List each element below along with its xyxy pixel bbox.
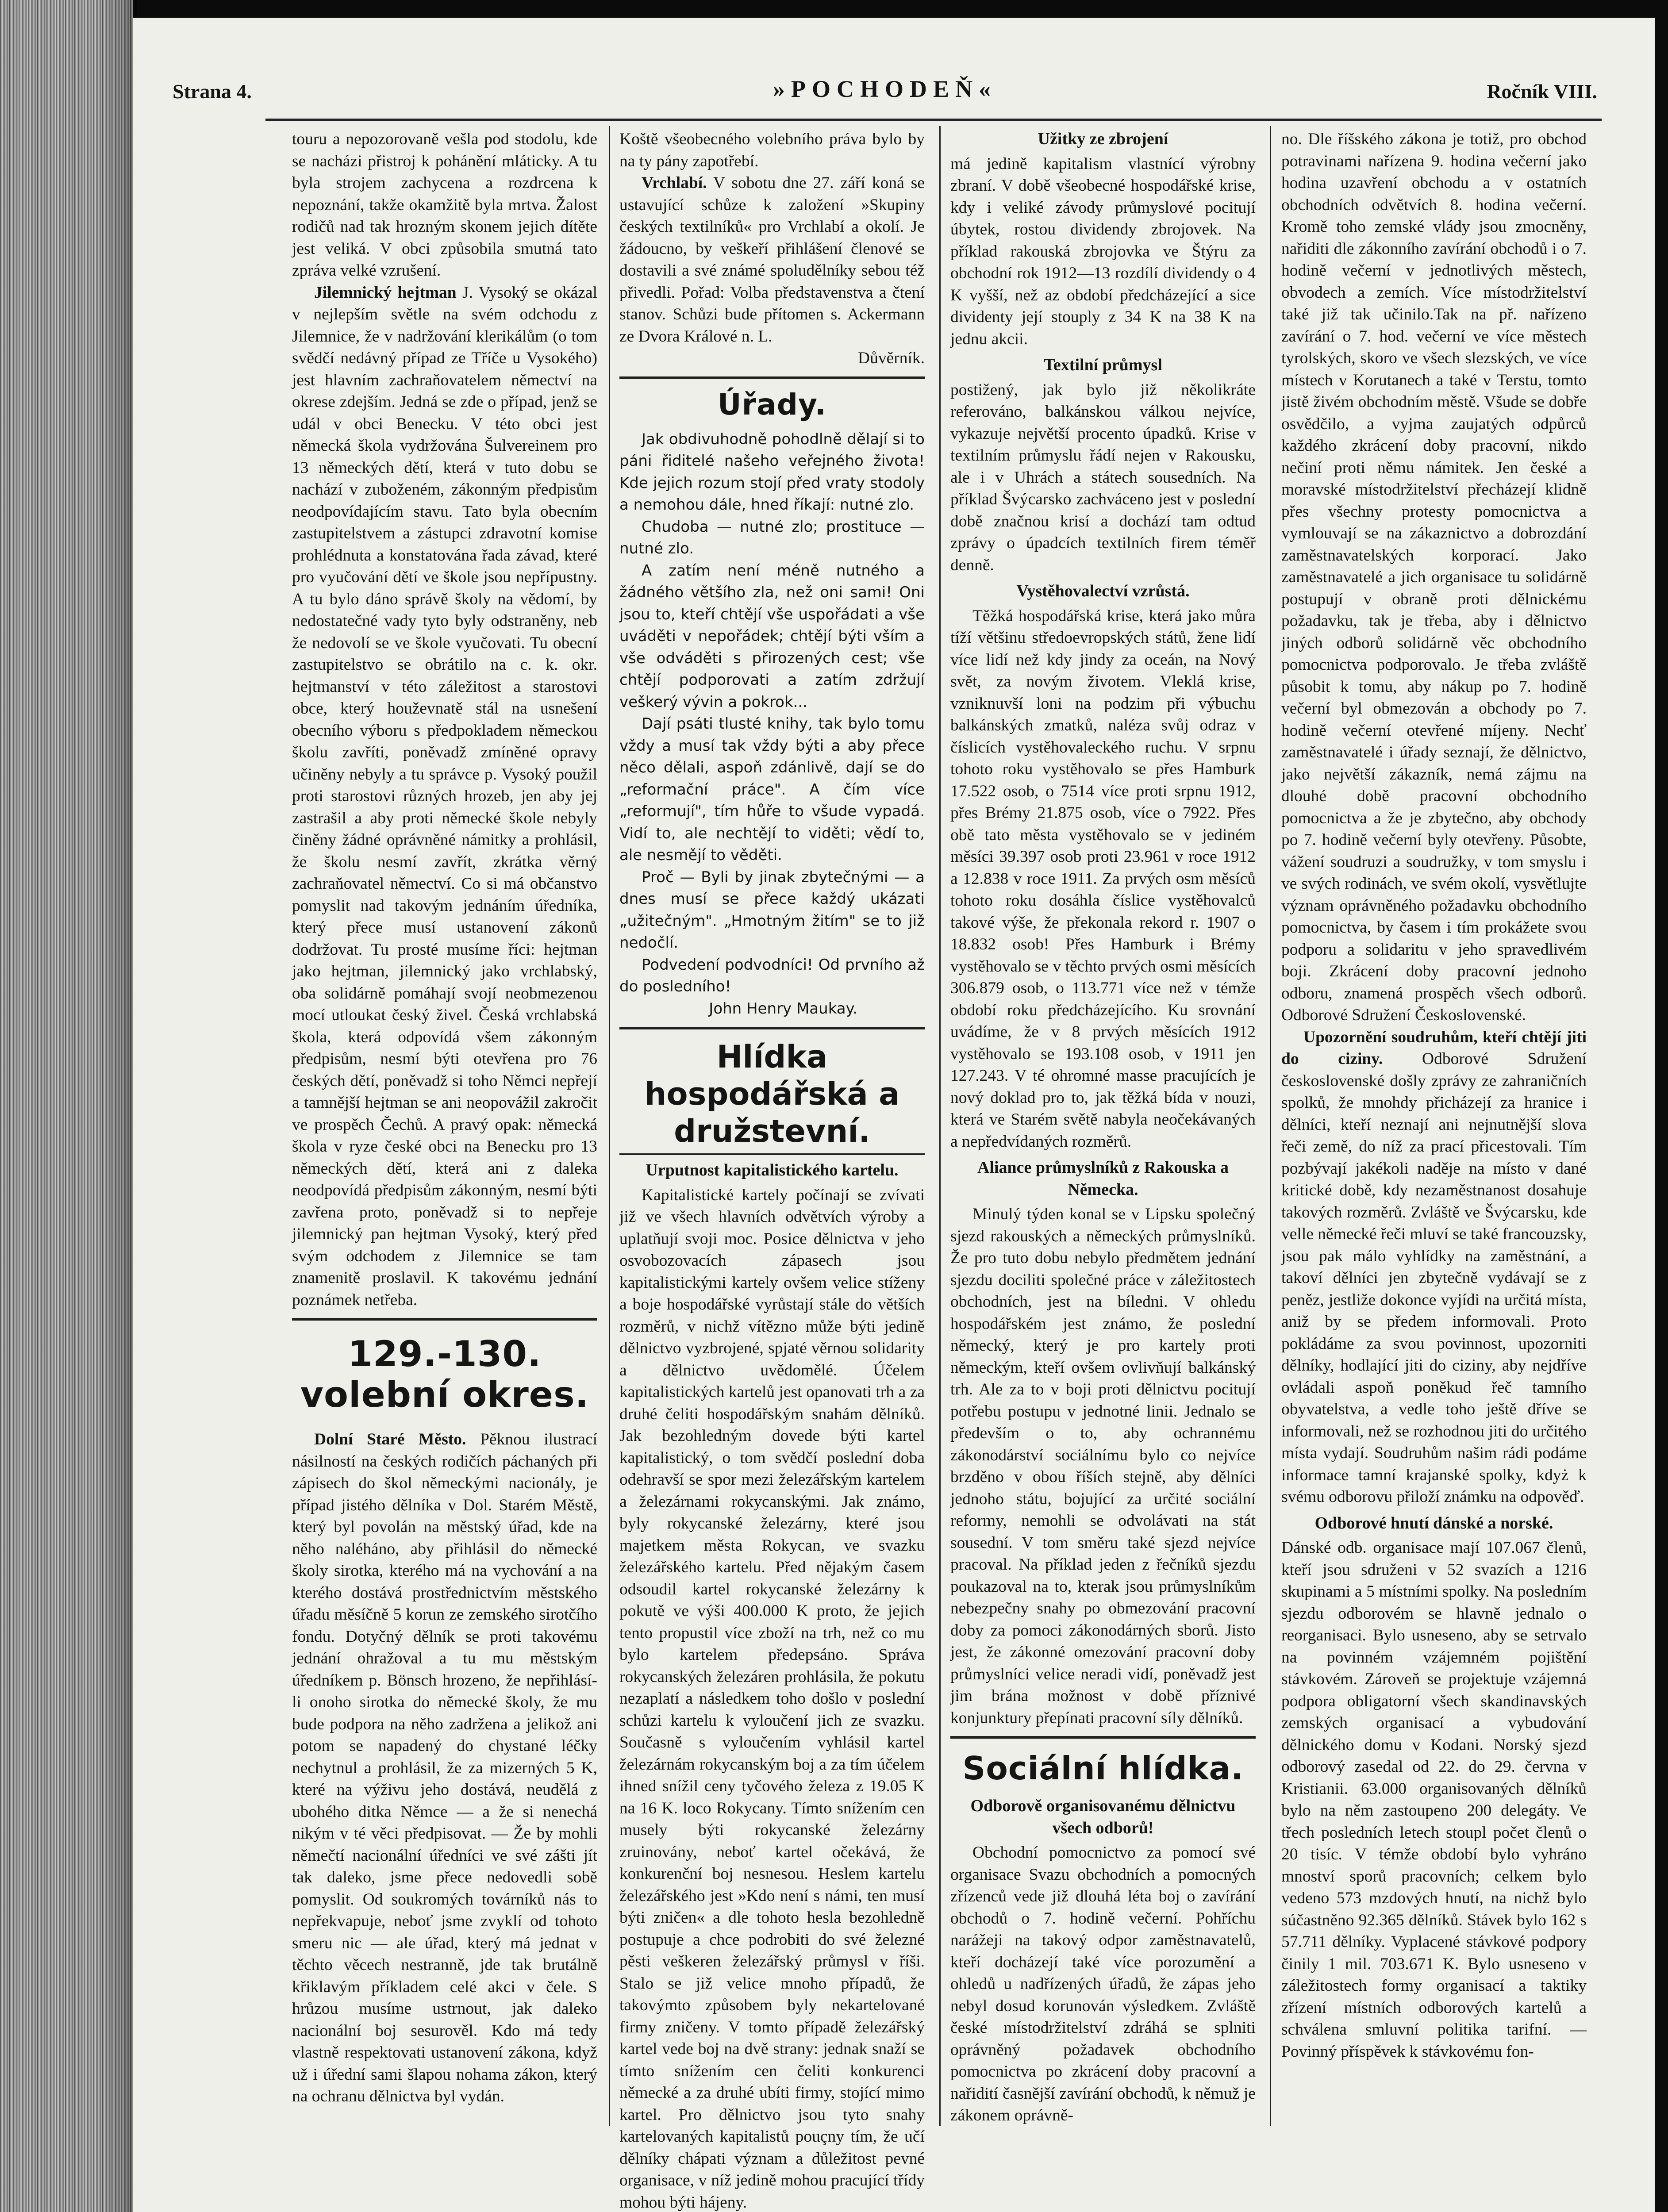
article-text: no. Dle říšského zákona je totiž, pro obchod potravinami nařízena 9. hodina večerní jako hodina uzavření obchodu a v ostatních obchodních odvětvích 8. hodina večerní. Kromě toho zemské vlády jsou zmocněny, nařiditi dle zákonního zavírání obchodů i o 7. hodině večerní v jednotlivých městech, obvodech a zemích. Více místodržitelství také již tak učinilo.Tak na př. nařízeno zavírání o 7. hod. večerní ve více městech tyrolských, skoro ve všech slezských, ve více místech v Korutanech a také v Terstu, tomto jistě živém obchodním městě. Všude se dobře osvědčilo, a vyjma zaujatých odpůrců každého zkrácení doby pracovní, nikdo nečiní proti němu námitek. Jen české a moravské místodržitelství přecházejí klidně přes všechny protesty pomocnictva a vymlouvají se na zákaznictvo a dobrozdání zaměstnavatelských korporací. Jako zaměstnavatelé a jich organisace tu solidárně postupují v obraně proti dělnickému požadavku, tak je třeba, aby i dělnictvo jiných odborů solidárně věc obchodního pomocnictva podporovalo. Je třeba zvláště působit k tomu, aby nákup po 7. hodině večerní byl obmezován a obchody po 7. hodině večerní otevřené míjeny. Nechť zaměstnavatelé i úřady seznají, že dělnictvo, jako největší zákazník, nemá zájmu na dlouhé době pracovní obchodního pomocnictva a že je zbytečno, aby obchody po 7. hodině večerní byly otevřeny. Působte, vážení soudruzi a soudružky, v tom smyslu i ve svých rodinách, ve svém okolí, vysvětlujte význam oprávněného požadavku obchodního pomocnictva, by časem i tím prokážete svou podporu a solidaritu v jeho spravedlivém boji. Zkrácení doby pracovní jednoho odboru, znamená prospěch všech odborů. Odborové Sdružení Československé. [1281,130,1587,1024]
article-text: A zatím není méně nutného a žádného většího zla, než oni sami! Oni jsou to, kteří chtějí vše uspořádati a vše uváděti v nepořádek; chtějí býti vším a vše odváděti s přirozených cest; vše chtějí podporovati a zatím zdržují veškerý vývin a pokrok... [619,561,925,711]
page-number: Strana 4. [173,80,252,103]
subheading: Odborové hnutí dánské a norské. [1314,1513,1553,1532]
article-text: Vrchlabí. V sobotu dne 27. září koná se ustavující schůze k založení »Skupiny českých textilníků« pro Vrchlabí a okolí. Je žádoucno, by veškeří přihlášení členové se dostavili a své známé spoludělníky sebou též přivedli. Pořad: Volba představenstva a čtení stanov. Schůzi bude přítomen s. Ackermann ze Dvora Králové n. L. [619,174,925,346]
subheading: Vystěhovalectví vzrůstá. [1016,582,1190,600]
article-text: Obchodní pomocnictvo za pomocí své organisace Svazu obchodních a pomocných zřízenců vede již dlouhá léta boj o zavírání obchodů o 7. hodině večerní. Pohříchu narážeji na takový odpor zaměstnavatelů, kteří docházejí také více porozumění a ohledů u nadřízených úřadů, že zápas jeho nebyl dosud korunován výsledkem. Zvláště české místodržitelství zdráhá se splniti oprávněný požadavek obchodního pomocnictva po zkrácení doby pracovní a nařidití časnější zavírání obchodů, k němuž je zákonem oprávně- [950,1843,1256,2124]
article-text: Jak obdivuhodně pohodlně dělají si to páni řiditelé našeho veřejného života! Kde jejich rozum stojí před vraty stodoly a nemohou dále, hned říkají: nutné zlo. [619,430,925,514]
section-heading: Hlídka hospodářská a družstevní. [644,1039,900,1149]
article-lead: Vrchlabí. [642,174,707,192]
column-divider-2 [939,126,941,2126]
column-divider-3 [1270,126,1271,2126]
volume-label: Ročník VIII. [1487,80,1597,103]
column-3 [950,128,1256,2128]
section-heading: Úřady. [718,387,826,422]
column-4 [1281,128,1587,2128]
article-text: postižený, jak bylo již několikráte referováno, balkánskou válkou nejvíce, vykazuje největší procento úpadků. Krise v textilním průmyslu řádí nejen v Rakousku, ale i v Uhrách a státech sousedních. Na příklad Švýcarsko zachváceno jest v poslední době značnou krisí a dochází tam odtud zprávy o úpadcích textilních firem téměř denně. [950,380,1256,574]
section-heading: 129.-130. volební okres. [300,1333,589,1415]
page-header [173,75,1597,115]
article-text: Těžká hospodářská krise, která jako můra tíží většinu středoevropských států, žene lidí více lidí než kdy jindy za oceán, na Nový svět, za novým životem. Vleklá krise, vzniknuvší loni na podzim při výbuchu balkánských zmatků, naléza svůj odraz v číslicích vystěhovaleckého ruchu. V srpnu tohoto roku vystěhovalo se přes Hamburk 17.522 osob, o 7514 více proti srpnu 1912, přes Brémy 21.875 osob, více o 7922. Přes obě tato města vystěhovalo se v jediném měsíci 39.397 osob proti 23.961 v roce 1912 a 12.838 v roce 1911. Za prvých osm měsíců tohoto roku dosáhla číslice vystěhovalců takové výše, že překonala rekord r. 1907 o 18.832 osob! Přes Hamburk i Brémy vystěhovalo se v těchto prvých osmi měsících 306.879 osob, o 113.771 více než v témže období roku předcházejícího. Ku srovnání uvádíme, že v 8 prvých měsících 1912 vystěhovalo se 193.108 osob, v 1911 jen 127.243. V té ohromné masse pracujících je nový doklad pro to, jak těžká bída v nouzi, která ve Starém světě nabyla neočekávaných a nepředvídaných rozměrů. [950,607,1256,1151]
article-text: Kapitalistické kartely počínají se zvívati již ve všech hlavních odvětvích výroby a uplatňují svoji moc. Posice dělnictva v jeho osvobozovacích zápasech jsou kapitalistickými kartely ovšem velice stíženy a boje hospodářské vyrůstají stále do větších rozměrů, v nichž vítězno může býti jedině dělnictvo vyzbrojené, spjaté věrnou solidarity a dělnictvo uvědomělé. Účelem kapitalistických kartelů jest opanovati trh a za druhé čeliti hospodářským snahám dělníků. Jak bezohledným dovede býti kartel kapitalistický, o tom svědčí poslední doba odehravší se spor mezi železářským kartelem a železárnami rokycanskými. Jak známo, byly rokycanské železárny, které jsou majetkem města Rokycan, ve svazku železářského kartelu. Před nějakým časem odsoudil kartel rokycanské železárny k pokutě ve výši 400.000 K proto, že jejich tento propustil více zboží na trh, než co mu bylo kartelem předepsáno. Správa rokycanských železáren prohlásila, že pokutu nezaplatí a následkem toho došlo v poslední schůzi kartelu k vyloučení jich ze svazku. Současně s vyloučením vyhlásil kartel železárnám rokycanským boj a za tím účelem ihned snížil ceny tyčového železa z 19.05 K na 16 K. loco Rokycany. Tímto snížením cen musely býti rokycanské železárny zruinovány, neboť kartel očekává, že konkurenční boj nesnesou. Heslem kartelu železářského jest »Kdo není s námi, ten musí býti zničen« a dle tohoto hesla bezohledně postupuje a chce podrobiti do své železné pěsti veškeren železářský průmysl v říši. Stalo se již velice mnoho případů, že takovýmto způsobem byly nekartelované firmy zničeny. V tomto případě železářský kartel vede boj na dvě strany: jednak snaží se tímto snížením cen čeliti konkurenci německé a za druhé ubíti firmy, stojící mimo kartel. Pro dělnictvo jsou tyto snahy kartelovaných kapitalistů pouçny tím, že učí dělníky chápati význam a důležitost pevné organisace, v níž jedině mohou pracující třídy mohou býti hájeny. [619,1186,925,2212]
separator [950,1736,1256,1739]
header-rule [265,119,1602,121]
article-text: Minulý týden konal se v Lipsku společný sjezd rakouských a německých průmyslníků. Že pro tuto dobu nebylo předmětem jednání sjezdu dociliti společné práce v záležitostech obchodních, jest na bíledni. V ohledu hospodářském jest známo, že poslední německý, který je pro kartely proti německým, kteří ovšem ovlivňují balkánský trh. Ale za to v boji proti dělnictvu pocitují potřebu postupu v jednotné linii. Jednalo se především o to, aby ochrannému zákonodárství sociálnímu bylo co nejvíce brzděno v obou říších stejně, aby dělníci jednoho státu, bojující za určité sociální reformy, nemohli se odvolávati na stát sousední. V tom směru také sjezd nejvíce pracoval. Na příklad jeden z řečníků sjezdu poukazoval na to, kterak jsou průmyslníkům nebezpečny snahy po obmezování pracovní doby za pomoci zákonodárných sborů. Jisto jest, že zákonné omezování pracovní doby průmyslníci velice neradi vidí, poněvadž jest jim brána možnost v době příznivé konjunktury přepínati pracovní síly dělníků. [950,1205,1256,1727]
signature: Důvěrník. [857,349,925,367]
article-lead: Dolní Staré Město. [314,1430,466,1448]
article-text: Jilemnický hejtman J. Vysoký se okázal v nejlepším světle na svém odchodu z Jilemnice, že v nadržování klerikálům (o tom svědčí nedávný případ ze Tříče u Vysokého) jest hlavním zachraňovatelem němectví na okrese zdejším. Jedná se zde o případ, jenž se udál v obci Benecku. V této obci jest německá škola vydržována Šulvereinem pro 13 německých dětí, která v tuto dobu se nachází v zuboženém, zákonným předpisům neodpovídajícím stavu. Tato byla obecním zastupitelstvem a zástupci zdravotní komise prohlédnuta a konstatována řada závad, které pro vyučování dětí ve škole jsou nepřípustny. A tu bylo dáno správě školy na vědomí, by nedostatečné vady tyto byly odstraněny, neb že nedovolí se ve škole vyučovati. Tu obecní zastupitelstvo se obrátilo na c. k. okr. hejtmanství v této záležitost a starostovi obce, který houževnatě stál na usnešení obecního výboru s předpokladem německou školu zavříti, poněvadž zmíněné opravy učiněny nebyly a tu správce p. Vysoký použil proti starostovi různých hrozeb, jen aby jej zastrašil a aby proti německé škole nebyly činěny žádné oprávněné námitky a prohlásil, že školu nesmí zavřít, zkrátka věrný zachraňovatel němectví. Co si má občanstvo pomyslit nad takovým jednáním úředníka, který přece musí ustanovení zákonů dodržovat. Tu prosté musíme říci: hejtman jako hejtman, jilemnický jako vrchlabský, oba solidárně pomáhají svojí neobmezenou mocí utloukat český živel. Česká vrchlabská škola, která odpovídá všem zákonným předpisům, nesmí býti otevřena pro 76 českých dětí, poněvadž si toho Němci nepřejí a tamnější hejtman se ani neopovážil zakročit ve prospěch Čechů. A pravý opak: německá škola v ryze české obci na Benecku pro 13 německých dětí, která ani z daleka neodpovídá předpisům zákonným, nesmí býti zavřena proto, poněvadž si to nepřeje jilemnický pan hejtman Vysoký, který před svým odchodem z Jilemnice se tam znamenitě proslavil. K takovému jednání poznámek netřeba. [292,283,597,1309]
article-text: Upozornění soudruhům, kteří chtějí jiti do ciziny. Odborové Sdružení československé došly zprávy ze zahraničních spolků, že mnohdy přicházejí za hranice i dělníci, kteří neznají ani nejnutnější slova řeči země, do níž za prací přicestovali. Tím pozbývají jakékoli naděje na místo v dané kritické době, kdy nezaměstnanost dosahuje takových rozměrů. Zvláště ve Švýcarsku, kde velle německé řeči mluví se také francouzsky, jsou pak málo vyhlídky na zaměstnání, a takoví dělníci jen zbytečně vydávají se z peněz, jestliže dokonce vyjídi na určitá místa, aniž by se předem informovali. Proto pokládáme za svou povinnost, upozorniti dělníky, hodlající jiti do ciziny, aby nejdříve ovládali aspoň poněkud řeč tamního obyvatelstva, a vedle toho ještě dříve se informovali, než se rozhodnou jiti do určitého místa vydají. Soudruhům našim rádi podáme informace tamní krajanské spolky, kdyż k svému odborovu přiloží známku na odpověď. [1281,1028,1587,1506]
column-divider-1 [609,126,610,2126]
column-1 [292,128,597,2128]
signature: John Henry Maukay. [709,999,857,1018]
article-text: Koště všeobecného volebního práva bylo by na ty pány zapotřebí. [619,130,925,170]
article-text: touru a nepozorovaně vešla pod stodolu, kde se nacházi přistroj k pohánění mláticky. A tu byla strojem zachycena a rozdrcena k nepoznání, takže okamžitě byla mrtva. Žalost rodičů nad tak hrozným skonem jejich dítěte jest veliká. V obci způsobila smutná tato zpráva velké vzrušení. [292,130,597,280]
subheading: Textilní průmysl [1044,356,1162,374]
subheading: Urputnost kapitalistického kartelu. [646,1161,899,1179]
subheading: Užitky ze zbrojení [1038,130,1168,148]
article-lead: Upozornění soudruhům, kteří chtějí jiti do ciziny. [1281,1028,1587,1068]
subheading: Odborově organisovanému dělnictvu všech odborů! [970,1797,1236,1837]
separator [619,1027,925,1029]
article-text: Dolní Staré Město. Pěknou ilustrací násilností na českých rodičích páchaných při zápisech do škol německými nacionály, je případ jistého dělníka v Dol. Starém Městě, který byl povolán na městský úřad, kde na něho naléháno, aby přihlásil do německé školy sirotka, kterého má na vychování a na kterého dostává prostřednictvím městského úřadu měsíčně 5 korun ze zemského sirotčího fondu. Dotyčný dělník se proti takovému jednání ohražoval a tu mu městským úředníkem p. Bönsch hrozeno, že nepřihlásí-li onoho sirotka do německé školy, že mu bude podpora na něho zadržena a jelikož ani potom se napadený do chystané léčky nechytnul a prohlásil, že za mizerných 5 K, které na výživu jeho dostává, neudělá z ubohého ditka Němce — a že si nenechá nikým v té věci předpisovat. — Že by mohli němečtí nacionální úředníci ve své zášti jít tak daleko, jsme přece nedovedli sobě pomyslit. Od soukromých továrníků nás to nepřekvapuje, neboť jsme zvyklí od tohoto smeru nic — ale úřad, který má jednat v těchto věcech nestranně, jde tak brutálně křiklavým příkladem celé akci v čele. S hrůzou musíme ustrnout, jak daleko nacionální boj sesurověl. Kdo má tedy vlastně respektovati ustanovení zákona, když už i úřední sami šlapou nohama zákon, který na ochranu dělnictva byl vydán. [292,1430,598,2105]
article-text: Proč — Byli by jinak zbytečnými — a dnes musí se přece každý ukázati „užitečným". „Hmotným žitím" se to již nedočlí. [619,868,925,952]
column-2 [619,128,925,2212]
article-text: Chudoba — nutné zlo; prostituce — nutné zlo. [619,518,925,557]
article-text: má jedině kapitalism vlastnící výrobny zbraní. V době všeobecné hospodářské krise, kdy i veliké závody průmyslové pocitují úbytek, rostou dividendy zbrojovek. Na příklad rakouská zbrojovka ve Štýru za obchodní rok 1912—13 rozdílí dividendy o 4 K vyšší, než az období předcházející a sice dividenty její stouply z 34 K na 38 K na jednu akcii. [950,154,1256,348]
article-text: Dají psáti tlusté knihy, tak bylo tomu vždy a musí tak vždy býti a aby přece něco dělali, aspoň zdánlivě, dají se do „reformační práce". A čím více „reformují", tím hůře to všude vypadá. Vidí to, ale nechtějí to viděti; vědí to, ale nesmějí to věděti. [619,715,925,864]
article-text: Dánské odb. organisace mají 107.067 členů, kteří jsou sdruženi v 52 svazích a 1216 skupinami a 5 místními spolky. Na posledním sjezdu odborovém se hlavně jednalo o reorganisaci. Bylo usneseno, aby se setrvalo na povinném vzájemném pojištění stávkovém. Zároveň se projektuje vzájemná podpora obligatorní všech skandinavských zemských organisací a vybudování dělnického domu v Kodani. Norský sjezd odborový zasedal od 22. do 29. června v Kristianii. 63.000 organisovaných dělníků bylo na něm zastoupeno 200 delegáty. Ve třech posledních letech stoupl počet členů o 20 tisíc. V témže období bylo vyhráno mnoství sporů pracovních; celkem bylo vedeno 573 mzdových hnutí, na nichž bylo súčastněno 92.365 dělníků. Stávek bylo 162 s 57.711 dělníky. Vyplacené stávkové podpory činily 1 mil. 703.671 K. Bylo usneseno v záležitostech formy organisací a taktiky zřízení místních odborových kartelů a schválena smluvní politika tarifní. — Povinný příspěvek k stávkovému fon- [1281,1539,1587,2061]
separator [292,1318,597,1321]
spine-shadow [102,0,137,2212]
article-lead: Jilemnický hejtman [314,283,457,302]
section-heading: Sociální hlídka. [962,1750,1244,1787]
newspaper-title: »POCHODEŇ« [773,76,997,102]
separator [619,376,925,379]
subheading: Aliance průmyslníků z Rakouska a Německa. [977,1158,1229,1199]
article-text: Podvedení podvodníci! Od prvního až do posledního! [619,956,925,995]
separator [619,1153,925,1155]
